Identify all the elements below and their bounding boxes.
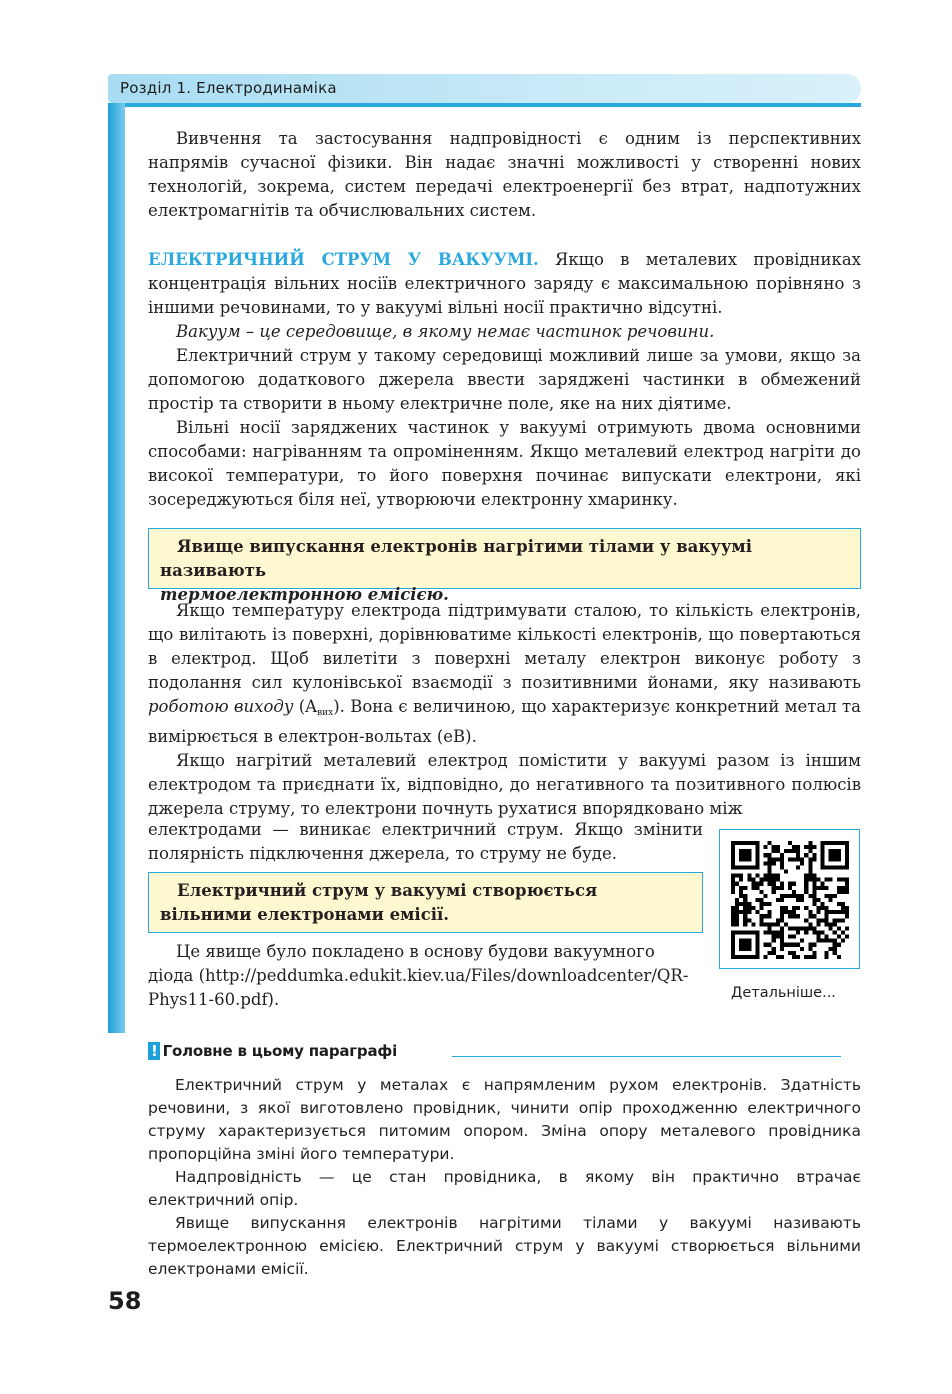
work-symbol-sub: вих	[317, 708, 334, 718]
work-p1-a: Якщо температуру електрода підтримувати сталою, то кількість електронів, що вилітають із поверхні, дорівнюватиме кількості електронів, що повертаються в електрод. Щоб вилетіти з поверхні металу електрон виконує роботу з подолання сил кулонівської взаємодії з позитивними йонами, яку називають	[148, 601, 861, 692]
diode-paragraph-block	[148, 940, 703, 1012]
header-underline	[108, 103, 861, 107]
qr-code-box[interactable]	[719, 829, 860, 969]
work-p1-b: ). Вона є величиною, що характеризує конкретний метал та вимірюється в електрон-вольтах (еВ).	[148, 697, 861, 746]
work-paragraph-2-cont	[148, 818, 703, 866]
vacuum-heading: ЕЛЕКТРИЧНИЙ СТРУМ У ВАКУУМІ.	[148, 250, 539, 269]
work-paragraph-2: Якщо нагрітий металевий електрод помістити у вакуумі разом із іншим електродом та приєднати їх, відповідно, до негативного та позитивного полюсів джерела струму, то електрони почнуть рухатися впорядковано між	[148, 751, 861, 818]
page-number: 58	[108, 1287, 142, 1315]
definition-callout-thermionic	[148, 528, 861, 604]
callout1-text: Явище випускання електронів нагрітими тілами у вакуумі називають	[160, 537, 752, 580]
summary-heading	[148, 1042, 397, 1060]
exclamation-icon: !	[148, 1042, 160, 1060]
summary-paragraph-3: Явище випускання електронів нагрітими тілами у вакуумі називають термоелектронною емісією. Електричний струм у вакуумі створюється вільними електронами емісії.	[148, 1214, 861, 1278]
vacuum-paragraph-2: Електричний струм у такому середовищі можливий лише за умови, якщо за допомогою додаткового джерела ввести заряджені частинки в обмежений простір та створити в ньому електричне поле, яке на них діятиме.	[148, 346, 861, 413]
summary-heading-rule	[452, 1056, 841, 1057]
side-accent-bar	[108, 103, 125, 1033]
work-p2-cont-text: електродами — виникає електричний струм. Якщо змінити полярність підключення джерела, то струму не буде.	[148, 820, 703, 863]
vacuum-paragraph-1	[148, 248, 861, 320]
vacuum-definition	[148, 320, 861, 344]
diode-paragraph: Це явище було покладено в основу будови вакуумного діода (http://peddumka.edukit.kiev.ua/Files/downloadcenter/QR-Phys11-60.pdf).	[148, 942, 689, 1009]
summary-block	[148, 1074, 861, 1281]
work-term: роботою виходу	[148, 697, 294, 716]
vacuum-paragraph-3: Вільні носії заряджених частинок у вакуумі отримують двома основними способами: нагріванням та опроміненням. Якщо металевий електрод нагріти до високої температури, то його поверхня починає випускати електрони, які зосереджуються біля неї, утворюючи електронну хмаринку.	[148, 418, 861, 509]
vacuum-definition-text: Вакуум – це середовище, в якому немає частинок речовини.	[176, 322, 715, 341]
vacuum-p1-text: Якщо в металевих провідниках концентрація вільних носіїв електричного заряду є максимальною порівняно з іншими речовинами, то у вакуумі вільні носії практично відсутні.	[148, 250, 861, 317]
summary-heading-text: Головне в цьому параграфі	[162, 1042, 398, 1060]
vacuum-section	[148, 248, 861, 512]
qr-code-icon	[731, 841, 849, 959]
qr-caption: Детальніше...	[731, 985, 836, 1001]
work-function-section	[148, 599, 861, 821]
callout1-term: термоелектронною емісією.	[160, 585, 449, 604]
definition-callout-current	[148, 872, 703, 933]
intro-block	[148, 127, 861, 223]
section-header	[108, 74, 861, 103]
summary-paragraph-2: Надпровідність — це стан провідника, в якому він практично втрачає електричний опір.	[148, 1168, 861, 1209]
work-symbol: (A	[293, 697, 318, 716]
intro-paragraph: Вивчення та застосування надпровідності є одним із перспективних напрямів сучасної фізики. Він надає значні можливості у створенні нових технологій, зокрема, систем передачі електроенергії без втрат, надпотужних електромагнітів та обчислювальних систем.	[148, 129, 861, 220]
summary-paragraph-1: Електричний струм у металах є напрямленим рухом електронів. Здатність речовини, з якої виготовлено провідник, чинити опір проходженню електричного струму характеризується питомим опором. Зміна опору металевого провідника пропорційна зміні його температури.	[148, 1076, 861, 1163]
callout2-text: Електричний струм у вакуумі створюється вільними електронами емісії.	[160, 881, 598, 924]
work-paragraph-1	[148, 599, 861, 749]
section-title: Розділ 1. Електродинаміка	[120, 79, 337, 97]
